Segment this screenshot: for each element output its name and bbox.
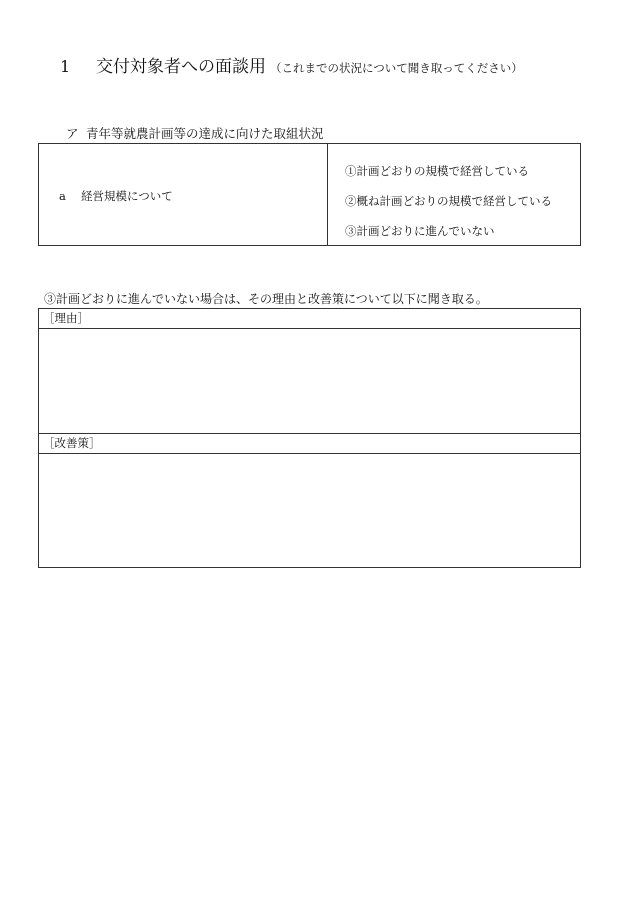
improvement-box bbox=[38, 433, 581, 568]
options-list bbox=[345, 156, 552, 246]
title-text: 交付対象者への面談用 bbox=[96, 57, 266, 77]
section-label-text: 青年等就農計画等の達成に向けた取組状況 bbox=[86, 126, 324, 141]
section-mark: ア bbox=[66, 126, 79, 141]
reason-field[interactable] bbox=[39, 329, 580, 433]
table-divider bbox=[327, 144, 328, 245]
title-subtitle: （これまでの状況について聞き取ってください） bbox=[270, 61, 523, 75]
option-1[interactable]: ①計画どおりの規模で経営している bbox=[345, 164, 529, 178]
option-3[interactable]: ③計画どおりに進んでいない bbox=[345, 224, 495, 238]
instruction-note: ③計画どおりに進んでいない場合は、その理由と改善策について以下に聞き取る。 bbox=[44, 292, 488, 306]
table-item-cell bbox=[59, 188, 173, 204]
option-2[interactable]: ②概ね計画どおりの規模で経営している bbox=[345, 194, 552, 208]
page-title bbox=[60, 52, 523, 77]
reason-box bbox=[38, 308, 581, 434]
improvement-field[interactable] bbox=[39, 454, 580, 567]
section-number: 1 bbox=[60, 57, 71, 76]
item-letter: a bbox=[59, 189, 66, 203]
reason-label: ［理由］ bbox=[39, 309, 580, 329]
item-label: 経営規模について bbox=[81, 189, 173, 203]
improvement-label: ［改善策］ bbox=[39, 434, 580, 454]
status-table bbox=[38, 143, 581, 246]
section-heading bbox=[66, 124, 324, 142]
